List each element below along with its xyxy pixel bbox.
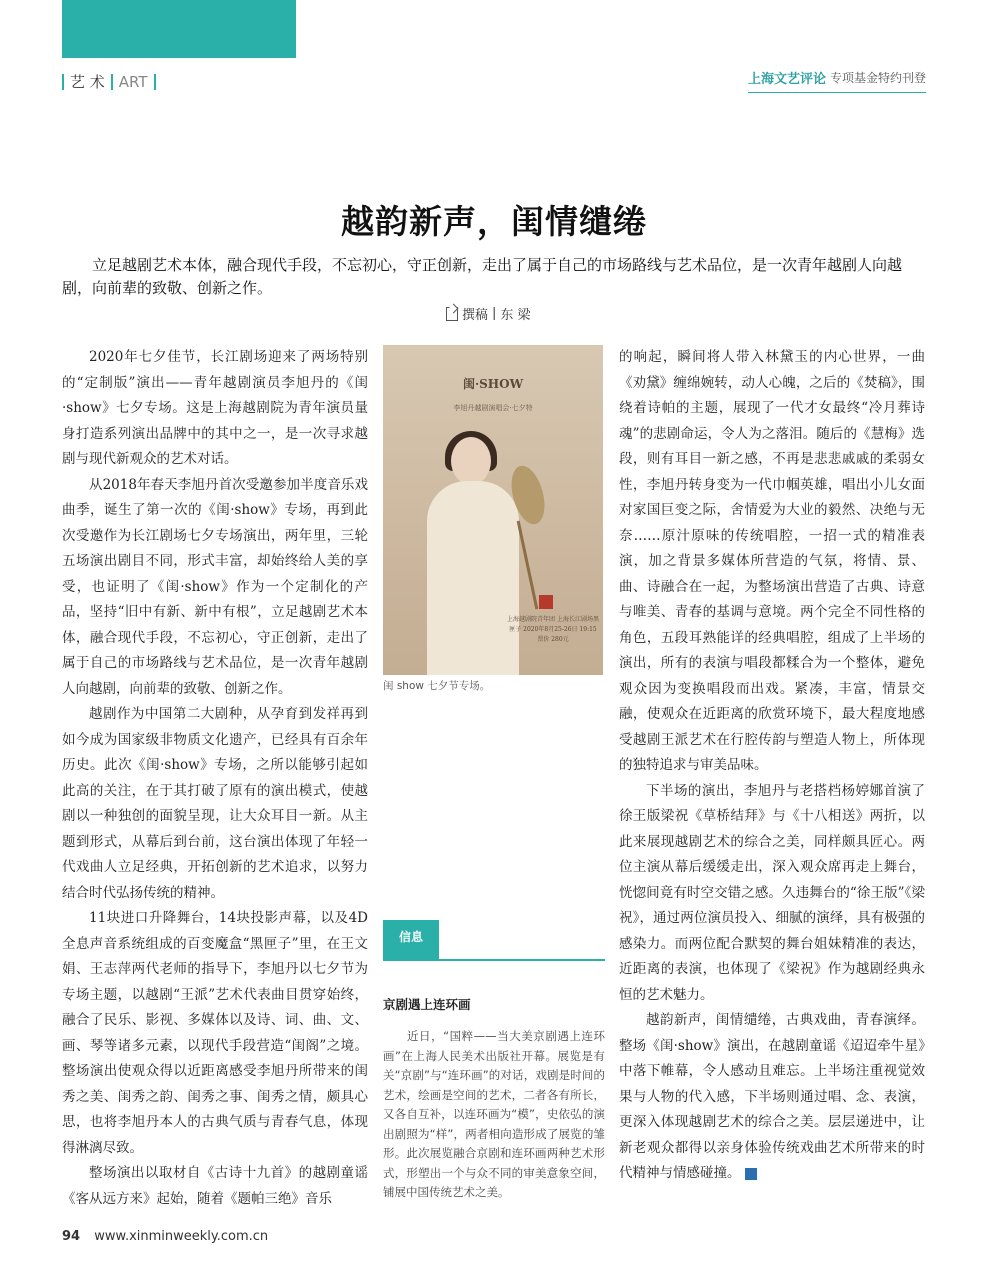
poster-info: 上海越剧院青年团 上海长江剧场黑匣子 2020年8月25-26日 19:15 票价 280元 — [507, 616, 599, 643]
paragraph: 越剧作为中国第二大剧种，从孕育到发祥再到如今成为国家级非物质文化遗产，已经具有百余年历史。此次《闺·show》专场，之所以能够引起如此高的关注，在于其打破了原有的演出模式，使越剧以一种独创的面貌呈现，让大众耳目一新。从主题到形式，从幕后到台前，这台演出体现了年轻一代戏曲人立足经典，开拓创新的艺术追求，以努力结合时代弘扬传统的精神。 — [62, 706, 368, 901]
page-number: 94 — [62, 1229, 81, 1244]
paragraph: 下半场的演出，李旭丹与老搭档杨婷娜首演了徐王版梁祝《草桥结拜》与《十八相送》两折，以此来展现越剧艺术的综合之美，同样颇具匠心。两位主演从幕后缓缓走出，深入观众席再走上舞台，恍惚间竟有时空交错之感。久违舞台的“徐王版”《梁祝》，通过两位演员投入、细腻的演绎，具有极强的感染力。而两位配合默契的舞台姐妹精准的表达，近距离的表演，也体现了《梁祝》作为越剧经典永恒的艺术魅力。 — [619, 782, 925, 1003]
byline — [446, 304, 531, 323]
page-footer — [62, 1229, 268, 1244]
paragraph: 整场演出以取材自《古诗十九首》的越剧童谣《客从远方来》起始，随着《题帕三绝》音乐 — [62, 1165, 368, 1207]
paragraph — [619, 1008, 925, 1187]
poster-title: 闺·SHOW — [462, 377, 524, 391]
info-rule — [383, 959, 605, 961]
paragraph-text: 越韵新声，闺情缱绻，古典戏曲，青春演绎。整场《闺·show》演出，在越剧童谣《迢迢牵牛星》中落下帷幕，令人感动且难忘。上半场注重视觉效果与人物的代入感，下半场则通过唱、念、表演，更深入体现越剧艺术的综合之美。层层递进中，让新老观众都得以亲身体验传统戏曲艺术所带来的时代精神与情感碰撞。 — [619, 1012, 925, 1181]
paragraph: 的响起，瞬间将人带入林黛玉的内心世界，一曲《劝黛》缠绵婉转，动人心魄，之后的《焚稿》，围绕着诗帕的主题，展现了一代才女最终“冷月葬诗魂”的悲剧命运，令人为之落泪。随后的《慧梅》选段，则有耳目一新之感，不再是悲悲戚戚的柔弱女性，李旭丹转身变为一代巾帼英雄，唱出小儿女面对家国巨变之际，舍情爱为大业的毅然、决绝与无奈……原汁原味的传统唱腔，一招一式的精准表演，加之背景多媒体所营造的气氛，将情、景、曲、诗融合在一起，为整场演出营造了古典、诗意与唯美、青春的基调与意境。两个完全不同性格的角色，五段耳熟能详的经典唱腔，组成了上半场的演出，所有的表演与唱段都糅合为一个整体，避免观众因为变换唱段而出戏。紧凑，丰富，情景交融，使观众在近距离的欣赏环境下，最大程度地感受越剧王派艺术在行腔传韵与塑造人物上，所体现的独特追求与审美品味。 — [619, 349, 925, 773]
byline-label: 撰稿 — [462, 308, 489, 323]
sponsor-underline — [748, 92, 926, 93]
sponsor-text: 专项基金特约刊登 — [829, 71, 926, 85]
section-label — [62, 71, 156, 92]
divider — [111, 74, 113, 90]
section-name: 艺 术 — [70, 73, 105, 91]
sponsor-brand: 上海文艺评论 — [747, 72, 826, 87]
header-color-block — [62, 0, 296, 58]
pen-icon — [446, 307, 458, 321]
fan-handle — [517, 521, 539, 610]
performer-face — [451, 437, 491, 485]
divider — [62, 74, 64, 90]
seal-stamp — [539, 595, 553, 609]
paragraph: 11块进口升降舞台，14块投影声幕，以及4D全息声音系统组成的百变魔盒“黑匣子”里，在王文娟、王志萍两代老师的指导下，李旭丹以七夕节为专场主题，以越剧“王派”艺术代表曲目贯穿始终，融合了民乐、影视、多媒体以及诗、词、曲、文、画、琴等诸多元素，以现代手段营造“闺阁”之境。整场演出使观众得以近距离感受李旭丹所带来的闺秀之美、闺秀之韵、闺秀之事、闺秀之情，颇具心思，也将李旭丹本人的古典气质与青春气息，体现得淋漓尽致。 — [62, 910, 368, 1156]
info-sidebar — [383, 920, 605, 1203]
sponsor-banner — [748, 68, 926, 87]
info-tag: 信息 — [383, 920, 439, 959]
article-column-left — [62, 345, 368, 1212]
article-title: 越韵新声，闺情缱绻 — [341, 202, 647, 241]
info-body: 近日，“国粹——当大美京剧遇上连环画”在上海人民美术出版社开幕。展览是有关“京剧”与“连环画”的对话，戏剧是时间的艺术，绘画是空间的艺术，二者各有所长，又各自互补，以连环画为“模”，史依弘的演出剧照为“样”，两者相向造形成了展览的雏形。此次展览融合京剧和连环画两种艺术形式，形塑出一个与众不同的审美意象空间，铺展中国传统艺术之美。 — [383, 1029, 605, 1199]
paragraph: 从2018年春天李旭丹首次受邀参加半度音乐戏曲季，诞生了第一次的《闺·show》专场，再到此次受邀作为长江剧场七夕专场演出，两年里，三轮五场演出剧目不同，形式丰富，却始终给人美的享受，也证明了《闺·show》作为一个定制化的产品，坚持“旧中有新、新中有根”，立足越剧艺术本体，融合现代手段，不忘初心，守正创新，走出了属于自己的市场路线与艺术品位，是一次青年越剧人向越剧，向前辈的致敬、创新之作。 — [62, 476, 368, 697]
byline-separator: | — [492, 306, 497, 321]
info-headline: 京剧遇上连环画 — [383, 997, 471, 1012]
section-name-en: ART — [118, 72, 148, 91]
photo-caption: 闺 show 七夕节专场。 — [383, 680, 491, 692]
divider — [154, 74, 156, 90]
paragraph: 2020年七夕佳节，长江剧场迎来了两场特别的“定制版”演出——青年越剧演员李旭丹的《闺·show》七夕专场。这是上海越剧院为青年演员量身打造系列演出品牌中的其中之一，是一次寻求越剧与现代新观众的艺术对话。 — [62, 349, 368, 467]
performer-dress — [427, 481, 519, 675]
end-mark-icon: 民 — [745, 1168, 757, 1180]
website-url: www.xinminweekly.com.cn — [94, 1229, 269, 1244]
article-column-right — [619, 345, 925, 1187]
article-lede: 立足越剧艺术本体，融合现代手段，不忘初心，守正创新，走出了属于自己的市场路线与艺术品位，是一次青年越剧人向越剧，向前辈的致敬、创新之作。 — [62, 256, 903, 297]
performance-photo — [383, 345, 603, 675]
poster-subtitle: 李旭丹越剧演唱会·七夕特 — [453, 404, 533, 412]
byline-author: 东 梁 — [500, 308, 531, 323]
